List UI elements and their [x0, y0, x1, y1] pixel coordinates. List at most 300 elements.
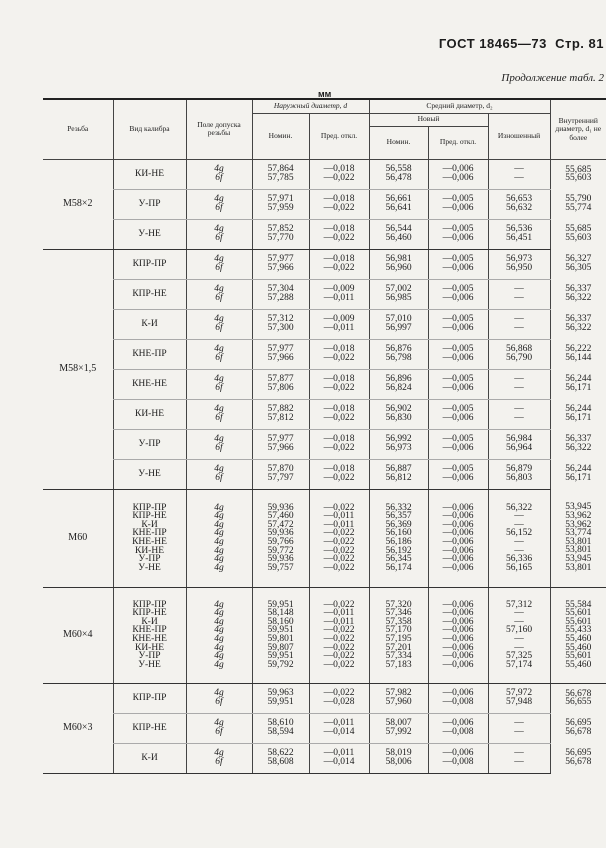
- value-d2d: —0,006: [442, 164, 474, 175]
- value-d: 57,971: [267, 194, 294, 205]
- value-d1: 55,601: [565, 651, 592, 662]
- value-d2d: —0,005: [442, 434, 474, 445]
- value-worn: 57,312: [505, 599, 533, 610]
- cell-d2: [369, 743, 428, 773]
- value-worn: —: [514, 727, 524, 737]
- value-d1: 53,945: [565, 553, 592, 564]
- cell-d2: [369, 279, 428, 309]
- value-worn: —: [514, 537, 524, 547]
- value-d2d: —0,006: [442, 413, 474, 423]
- value-d2: 58,019: [385, 748, 412, 759]
- value-dd: —0,022: [323, 651, 355, 662]
- value-d1: 56,337: [565, 284, 592, 295]
- value-dd: —0,011: [323, 511, 355, 522]
- value-d: 59,951: [267, 651, 294, 662]
- value-d2: 56,478: [385, 173, 412, 183]
- value-tol: 4g: [214, 224, 224, 235]
- value-tol: 6f: [215, 263, 223, 273]
- value-tol: 4g: [214, 688, 224, 699]
- value-d1: 56,144: [565, 353, 592, 363]
- value-worn: —: [514, 323, 524, 333]
- cell-dd: [309, 489, 369, 587]
- value-d: 59,951: [267, 625, 294, 636]
- page-number: Стр. 81: [555, 36, 604, 51]
- cell-d2: [369, 459, 428, 489]
- cell-d: [252, 189, 309, 219]
- value-tol: 6f: [215, 173, 223, 183]
- value-d: 57,977: [267, 434, 294, 445]
- cell-worn: [488, 279, 550, 309]
- cell-worn: [488, 249, 550, 279]
- value-d1: 53,962: [565, 510, 592, 521]
- value-d2d: —0,008: [442, 727, 474, 737]
- value-d2: 58,007: [385, 718, 412, 729]
- cell-d: [252, 159, 309, 189]
- cell-d2d: [428, 713, 488, 743]
- value-d2d: —0,006: [442, 473, 474, 483]
- value-tol: 4g: [214, 651, 224, 662]
- value-d2: 56,641: [385, 203, 412, 213]
- cell-tol: [186, 369, 252, 399]
- page-header: [439, 36, 604, 51]
- value-d1: 56,171: [565, 383, 592, 393]
- value-d: 57,977: [267, 344, 294, 355]
- value-d1: 53,962: [565, 519, 592, 530]
- value-d: 59,807: [267, 642, 294, 653]
- table-row: [43, 159, 606, 189]
- value-d2: 56,332: [385, 502, 412, 513]
- thread-designation: M60×4: [43, 587, 113, 683]
- value-dd: —0,011: [323, 748, 355, 759]
- cell-d: [252, 743, 309, 773]
- value-d1: 56,322: [565, 443, 592, 453]
- value-d2: 56,460: [385, 233, 412, 243]
- cell-d2: [369, 249, 428, 279]
- thread-designation: M60×3: [43, 683, 113, 773]
- value-d: 59,963: [267, 688, 294, 699]
- value-d2d: —0,006: [442, 545, 474, 556]
- col-tolerance: Поле допуска резьбы: [186, 99, 252, 159]
- value-worn: —: [514, 718, 524, 729]
- cell-tol: [186, 309, 252, 339]
- value-worn: —: [514, 374, 524, 385]
- cell-d1: [550, 587, 606, 683]
- value-dd: —0,018: [323, 374, 355, 385]
- value-d2d: —0,006: [442, 625, 474, 636]
- value-worn: —: [514, 314, 524, 325]
- cell-d2: [369, 713, 428, 743]
- value-d2: 56,902: [385, 404, 412, 415]
- table-row: [43, 713, 606, 743]
- cell-dd: [309, 743, 369, 773]
- gauge-type: У-НЕ: [113, 219, 186, 249]
- cell-d1: [550, 369, 606, 399]
- value-tol: 4g: [214, 434, 224, 445]
- cell-tol: [186, 279, 252, 309]
- value-d2d: —0,006: [442, 616, 474, 627]
- cell-tol: [186, 459, 252, 489]
- cell-tol: [186, 399, 252, 429]
- value-d2: 57,358: [385, 616, 412, 627]
- value-d: 57,877: [267, 374, 294, 385]
- value-d: 57,770: [267, 233, 294, 243]
- cell-tol: [186, 159, 252, 189]
- value-tol: 4g: [214, 545, 224, 556]
- value-tol: 6f: [215, 203, 223, 213]
- value-dd: —0,018: [323, 254, 355, 265]
- cell-d: [252, 249, 309, 279]
- value-d2d: —0,006: [442, 537, 474, 547]
- value-d: 57,966: [267, 443, 294, 453]
- table-continuation-note: Продолжение табл. 2: [501, 72, 604, 84]
- col-pitch-worn: Изношенный: [488, 113, 550, 159]
- value-d1: 56,305: [565, 263, 592, 273]
- value-d2: 56,186: [385, 537, 412, 547]
- cell-tol: [186, 743, 252, 773]
- value-worn: —: [514, 383, 524, 393]
- value-d2: 56,960: [385, 263, 412, 273]
- cell-d2: [369, 339, 428, 369]
- value-d: 57,300: [267, 323, 294, 333]
- value-tol: 4g: [214, 314, 224, 325]
- value-tol: 4g: [214, 374, 224, 385]
- value-tol: 4g: [214, 616, 224, 627]
- value-tol: 6f: [215, 697, 223, 707]
- value-d2d: —0,006: [442, 502, 474, 513]
- value-d: 57,812: [267, 413, 294, 423]
- value-gauges: У-НЕ: [138, 659, 161, 670]
- value-d: 57,852: [267, 224, 294, 235]
- cell-d2: [369, 399, 428, 429]
- value-worn: 57,972: [505, 688, 533, 699]
- value-worn: —: [514, 608, 524, 619]
- value-d1: 55,603: [565, 233, 592, 243]
- value-d: 57,959: [267, 203, 294, 213]
- table-row: [43, 309, 606, 339]
- cell-dd: [309, 683, 369, 713]
- value-dd: —0,018: [323, 224, 355, 235]
- gauge-type: КНЕ-ПР: [113, 339, 186, 369]
- thread-designation: M58×2: [43, 159, 113, 249]
- value-d2d: —0,006: [442, 634, 474, 644]
- cell-dd: [309, 279, 369, 309]
- value-d2d: —0,005: [442, 404, 474, 415]
- value-gauges: КНЕ-ПР: [132, 625, 167, 636]
- value-d2d: —0,005: [442, 464, 474, 475]
- value-tol: 4g: [214, 284, 224, 295]
- value-d2: 56,192: [385, 545, 412, 556]
- value-gauges: КИ-НЕ: [134, 642, 165, 653]
- cell-d1: [550, 399, 606, 429]
- value-d1: 55,460: [565, 634, 592, 644]
- table-row: [43, 369, 606, 399]
- cell-dd: [309, 309, 369, 339]
- cell-d2: [369, 587, 428, 683]
- value-tol: 4g: [214, 502, 224, 513]
- cell-tol: [186, 587, 252, 683]
- value-d2: 56,876: [385, 344, 412, 355]
- cell-dd: [309, 219, 369, 249]
- value-dd: —0,022: [323, 383, 355, 393]
- value-d2d: —0,006: [442, 688, 474, 699]
- gauge-type: КПР-ПР: [113, 683, 186, 713]
- value-tol: 4g: [214, 464, 224, 475]
- table-body: [43, 159, 606, 773]
- value-tol: 4g: [214, 554, 224, 565]
- value-d2d: —0,005: [442, 224, 474, 235]
- value-d2: 57,170: [385, 625, 412, 636]
- value-d1: 53,801: [565, 545, 592, 556]
- cell-worn: [488, 743, 550, 773]
- value-d2: 56,824: [385, 383, 412, 393]
- value-dd: —0,014: [323, 757, 355, 767]
- value-tol: 6f: [215, 757, 223, 767]
- value-gauges: У-ПР: [138, 554, 161, 565]
- cell-d: [252, 459, 309, 489]
- cell-d: [252, 219, 309, 249]
- gauge-type: КПР-НЕ: [113, 713, 186, 743]
- value-d2: 56,345: [385, 554, 412, 565]
- value-worn: 56,322: [505, 502, 533, 513]
- value-d: 58,622: [267, 748, 294, 759]
- value-worn: —: [514, 413, 524, 423]
- value-d1: 56,171: [565, 473, 592, 483]
- value-gauges: К-И: [141, 616, 158, 627]
- value-d: 57,472: [267, 519, 294, 530]
- value-dd: —0,022: [323, 688, 355, 699]
- value-tol: 4g: [214, 519, 224, 530]
- value-d2d: —0,005: [442, 194, 474, 205]
- value-worn: —: [514, 164, 524, 175]
- cell-dd: [309, 339, 369, 369]
- cell-d: [252, 429, 309, 459]
- value-d2d: —0,005: [442, 314, 474, 325]
- value-tol: 4g: [214, 718, 224, 729]
- value-dd: —0,022: [323, 599, 355, 610]
- value-tol: 4g: [214, 528, 224, 539]
- cell-d: [252, 279, 309, 309]
- table-row: [43, 587, 606, 683]
- value-d2: 57,201: [385, 642, 412, 653]
- value-tol: 4g: [214, 254, 224, 265]
- thread-designation: M60: [43, 489, 113, 587]
- value-gauges: КНЕ-НЕ: [132, 634, 167, 644]
- value-tol: 4g: [214, 599, 224, 610]
- value-dd: —0,018: [323, 404, 355, 415]
- cell-d1: [550, 743, 606, 773]
- value-d2d: —0,006: [442, 748, 474, 759]
- value-tol: 6f: [215, 293, 223, 303]
- value-d1: 56,695: [565, 748, 592, 759]
- cell-gauges: [113, 489, 186, 587]
- cell-tol: [186, 189, 252, 219]
- value-d2: 57,334: [385, 651, 412, 662]
- value-d: 57,288: [267, 293, 294, 303]
- value-d: 57,864: [267, 164, 294, 175]
- table-row: [43, 249, 606, 279]
- value-gauges: У-НЕ: [138, 562, 161, 573]
- value-worn: —: [514, 545, 524, 556]
- value-d2: 57,320: [385, 599, 412, 610]
- cell-d1: [550, 159, 606, 189]
- value-d1: 55,601: [565, 608, 592, 619]
- cell-d2d: [428, 587, 488, 683]
- cell-d1: [550, 339, 606, 369]
- value-d1: 56,244: [565, 464, 592, 475]
- value-d2: 56,896: [385, 374, 412, 385]
- cell-tol: [186, 713, 252, 743]
- col-inner-diameter: Внутренний диаметр, d₁ не более: [550, 99, 606, 159]
- value-d2: 56,357: [385, 511, 412, 522]
- value-d: 57,806: [267, 383, 294, 393]
- value-d: 59,951: [267, 697, 294, 707]
- value-worn: 56,879: [505, 464, 533, 475]
- cell-d2d: [428, 399, 488, 429]
- value-dd: —0,009: [323, 284, 355, 295]
- value-d2: 56,981: [385, 254, 412, 265]
- cell-tol: [186, 489, 252, 587]
- cell-d2d: [428, 429, 488, 459]
- value-gauges: У-ПР: [138, 651, 161, 662]
- value-worn: 56,790: [505, 353, 533, 363]
- value-worn: 57,160: [505, 625, 533, 636]
- cell-worn: [488, 309, 550, 339]
- value-tol: 6f: [215, 727, 223, 737]
- value-tol: 6f: [215, 323, 223, 333]
- cell-d: [252, 369, 309, 399]
- value-d: 59,757: [267, 562, 294, 573]
- value-tol: 4g: [214, 634, 224, 644]
- value-d1: 56,322: [565, 293, 592, 303]
- value-d2: 57,183: [385, 659, 412, 670]
- value-dd: —0,011: [323, 293, 355, 303]
- value-dd: —0,011: [323, 616, 355, 627]
- cell-tol: [186, 429, 252, 459]
- cell-worn: [488, 587, 550, 683]
- value-d2d: —0,005: [442, 284, 474, 295]
- cell-dd: [309, 159, 369, 189]
- value-dd: —0,022: [323, 562, 355, 573]
- value-worn: 56,803: [505, 473, 533, 483]
- cell-d2: [369, 369, 428, 399]
- value-worn: 56,653: [505, 194, 533, 205]
- value-worn: —: [514, 757, 524, 767]
- table-row: [43, 683, 606, 713]
- value-d: 57,870: [267, 464, 294, 475]
- value-d1: 55,685: [565, 224, 592, 235]
- col-outer-nom: Номин.: [252, 113, 309, 159]
- unit-label: мм: [318, 89, 332, 99]
- cell-d2d: [428, 159, 488, 189]
- value-tol: 6f: [215, 383, 223, 393]
- value-d2d: —0,006: [442, 718, 474, 729]
- value-d2: 56,160: [385, 528, 412, 539]
- value-d2: 56,830: [385, 413, 412, 423]
- col-pitch-dev: Пред. откл.: [428, 126, 488, 159]
- value-worn: 56,973: [505, 254, 533, 265]
- gauge-type: КПР-ПР: [113, 249, 186, 279]
- value-d1: 55,584: [565, 599, 592, 610]
- value-worn: —: [514, 511, 524, 522]
- value-tol: 4g: [214, 659, 224, 670]
- standard-number: ГОСТ 18465—73: [438, 36, 547, 51]
- value-d: 58,608: [267, 757, 294, 767]
- cell-dd: [309, 459, 369, 489]
- value-tol: 4g: [214, 511, 224, 522]
- cell-d2: [369, 683, 428, 713]
- value-d1: 56,678: [565, 757, 592, 767]
- cell-dd: [309, 369, 369, 399]
- value-worn: 56,536: [505, 224, 533, 235]
- cell-d2: [369, 189, 428, 219]
- cell-d1: [550, 683, 606, 713]
- value-d: 58,160: [267, 616, 294, 627]
- value-worn: —: [514, 173, 524, 183]
- value-d: 57,460: [267, 511, 294, 522]
- value-d1: 56,171: [565, 413, 592, 423]
- value-dd: —0,018: [323, 194, 355, 205]
- value-dd: —0,022: [323, 502, 355, 513]
- value-d2d: —0,006: [442, 651, 474, 662]
- value-worn: —: [514, 519, 524, 530]
- value-worn: 56,868: [505, 344, 533, 355]
- value-d: 58,594: [267, 727, 294, 737]
- value-worn: 56,152: [505, 528, 533, 539]
- cell-d: [252, 489, 309, 587]
- value-d2: 56,558: [385, 164, 412, 175]
- value-d2: 56,661: [385, 194, 412, 205]
- value-d2d: —0,006: [442, 519, 474, 530]
- table-row: [43, 219, 606, 249]
- cell-d: [252, 587, 309, 683]
- cell-d2d: [428, 459, 488, 489]
- col-thread: Резьба: [43, 99, 113, 159]
- value-d1: 56,244: [565, 374, 592, 385]
- value-d1: 56,655: [565, 697, 592, 708]
- value-tol: 6f: [215, 443, 223, 453]
- value-dd: —0,011: [323, 323, 355, 333]
- value-d2d: —0,006: [442, 443, 474, 453]
- value-d: 58,610: [267, 718, 294, 729]
- value-tol: 4g: [214, 404, 224, 415]
- value-dd: —0,022: [323, 537, 355, 547]
- value-worn: —: [514, 284, 524, 295]
- value-d: 58,148: [267, 608, 294, 619]
- value-d: 59,801: [267, 634, 294, 644]
- thread-designation: M58×1,5: [43, 249, 113, 489]
- value-d2d: —0,006: [442, 263, 474, 273]
- value-worn: —: [514, 293, 524, 303]
- value-tol: 6f: [215, 353, 223, 363]
- value-tol: 6f: [215, 233, 223, 243]
- cell-d2d: [428, 309, 488, 339]
- value-gauges: К-И: [141, 519, 158, 530]
- gauge-type: КИ-НЕ: [113, 159, 186, 189]
- col-outer-diameter: Наружный диаметр, d: [252, 99, 369, 113]
- value-d1: 56,337: [565, 434, 592, 445]
- value-tol: 4g: [214, 194, 224, 205]
- value-d: 59,792: [267, 659, 294, 670]
- value-d: 57,966: [267, 353, 294, 363]
- cell-d1: [550, 429, 606, 459]
- value-d2d: —0,006: [442, 599, 474, 610]
- value-d1: 56,695: [565, 718, 592, 729]
- value-d2: 57,346: [385, 608, 412, 619]
- value-worn: 56,451: [505, 233, 533, 243]
- cell-d2d: [428, 369, 488, 399]
- value-dd: —0,022: [323, 473, 355, 483]
- value-dd: —0,022: [323, 554, 355, 565]
